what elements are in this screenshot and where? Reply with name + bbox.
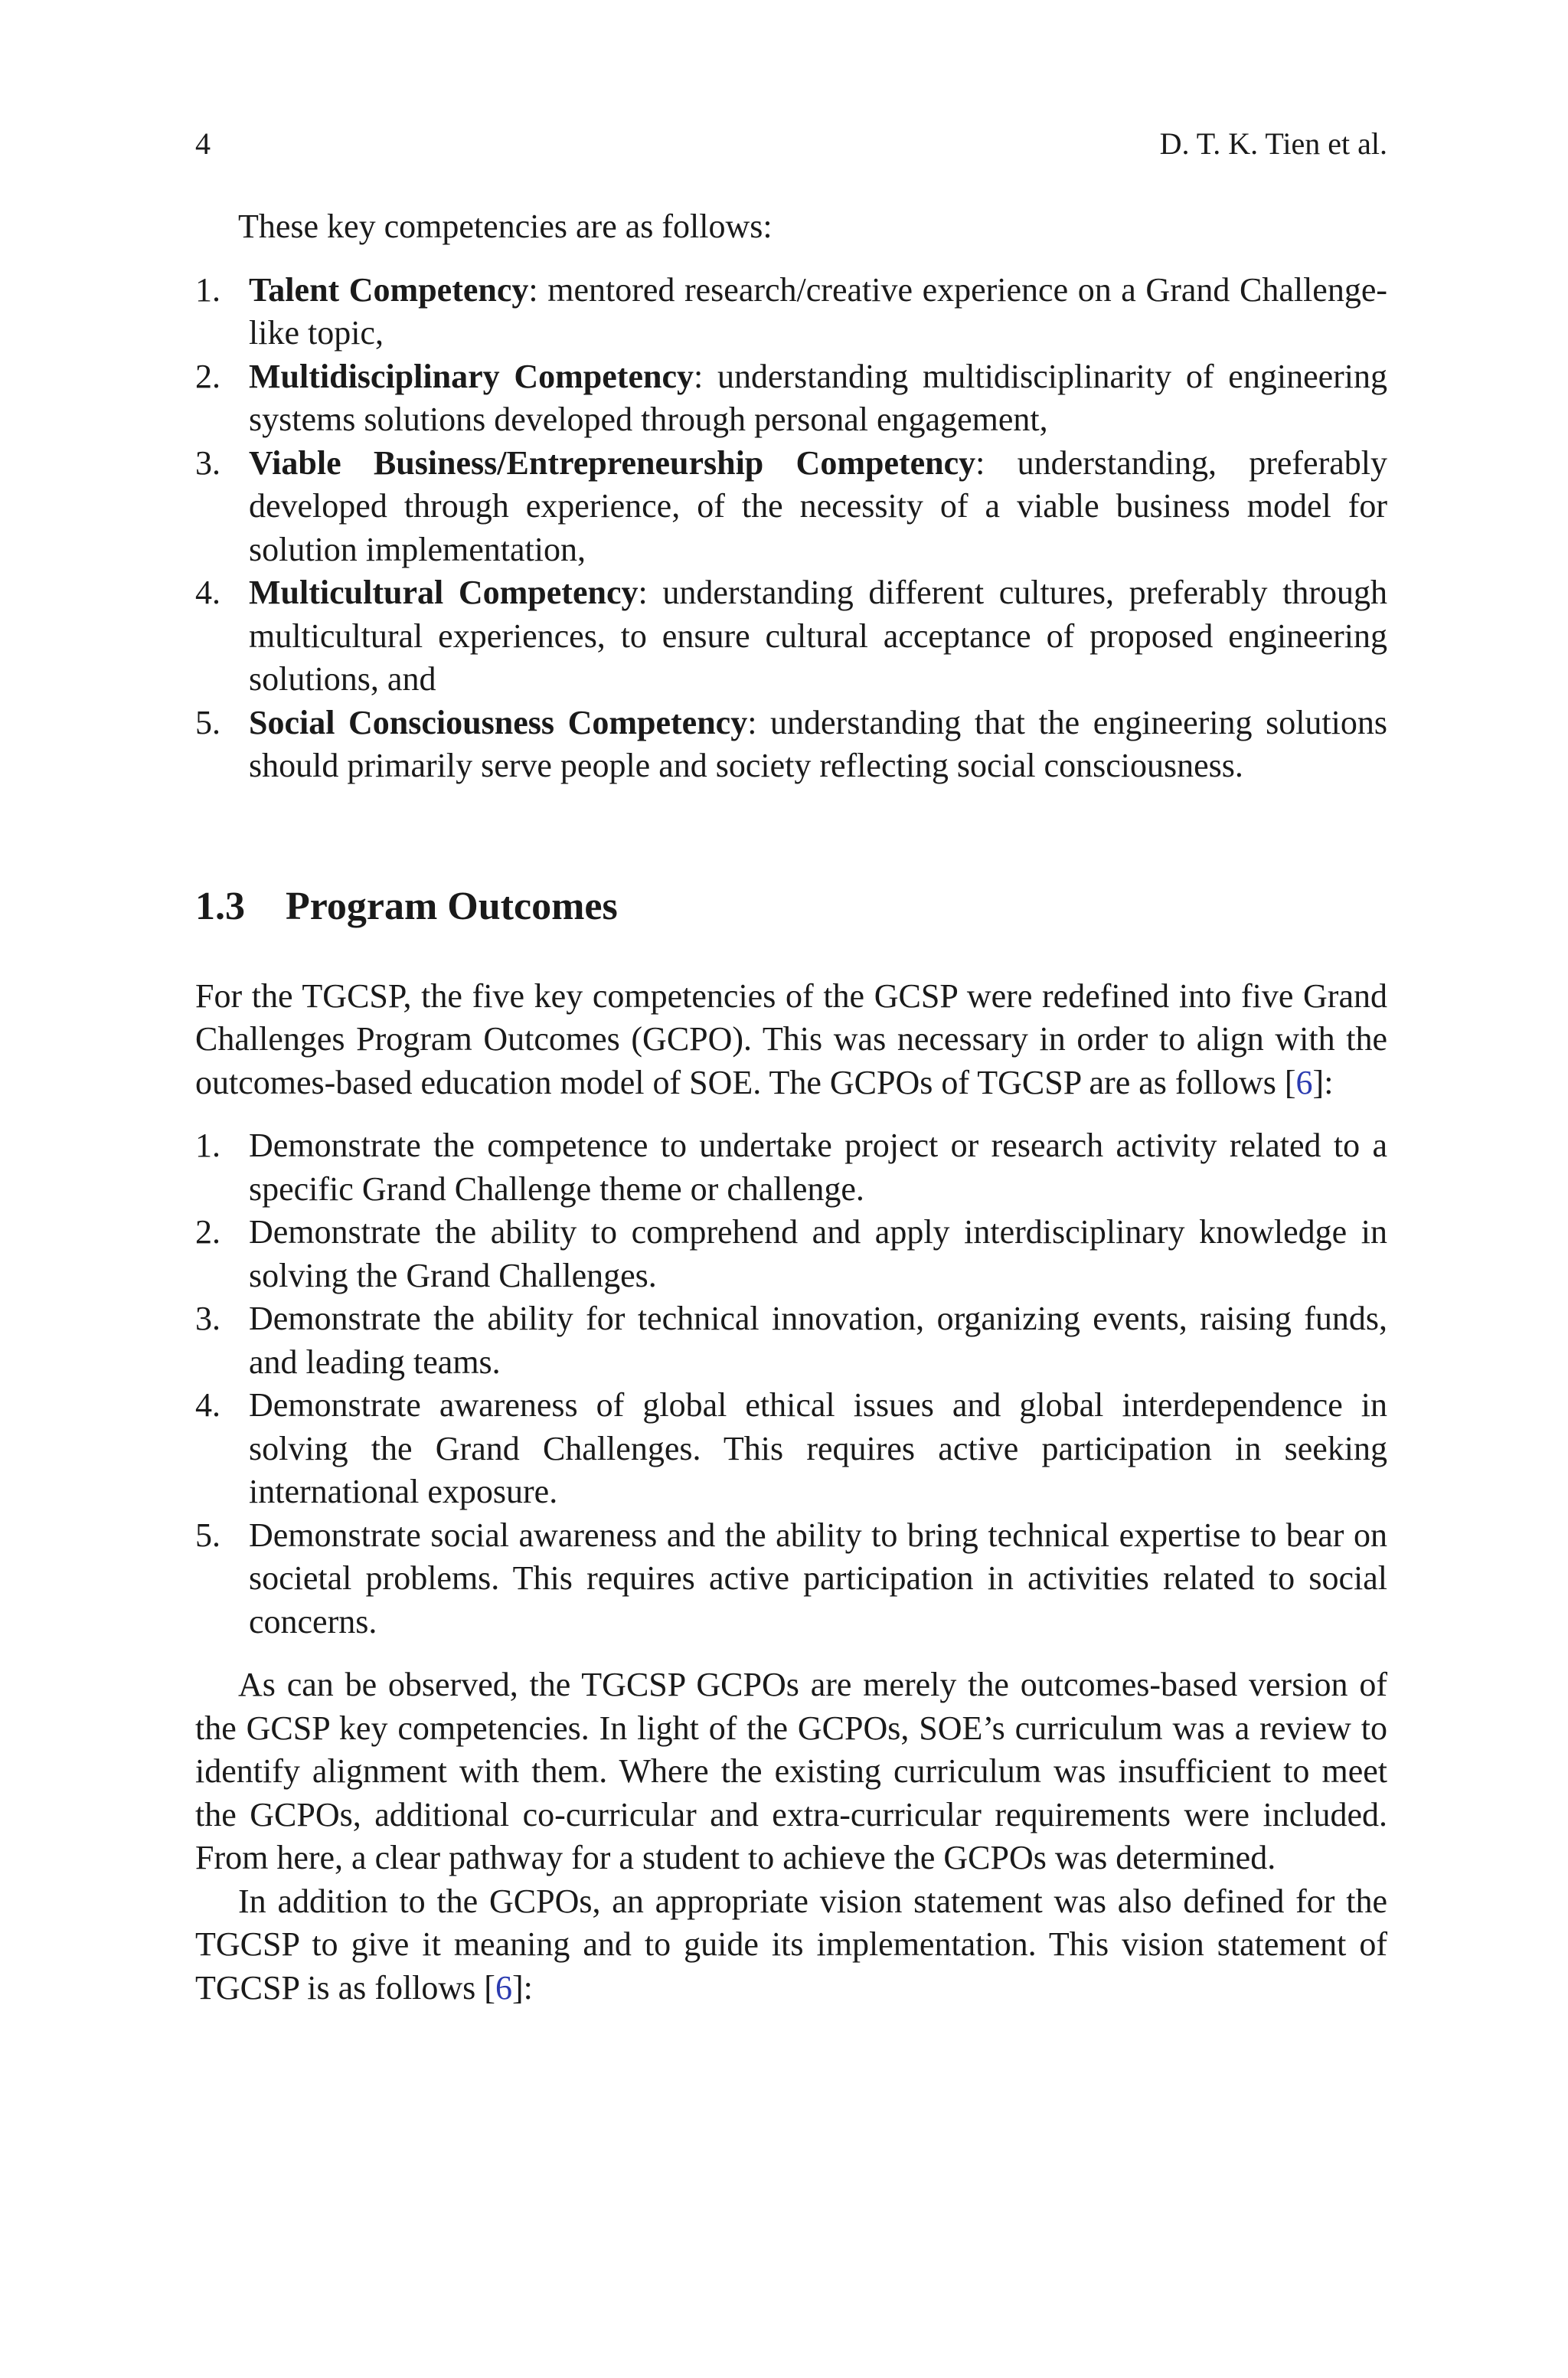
competency-term: Talent Competency xyxy=(249,270,529,309)
list-number: 1. xyxy=(195,1127,220,1164)
intro-paragraph: These key competencies are as follows: xyxy=(238,208,773,245)
page-number: 4 xyxy=(195,126,211,161)
competency-text: : understanding that the engineering solutions should primarily serve people and society reflecting social consciousness. xyxy=(249,703,1387,784)
observation-paragraph: As can be observed, the TGCSP GCPOs are merely the outcomes-based version of the GCSP key competencies. In light of the GCPOs, SOE’s curriculum was a review to identify alignment with them. Where the existing curriculum was insufficient to meet the GCPOs, additional co-curricular and extra-curricular requirements were included. From here, a clear pathway for a student to achieve the GCPOs was determined. xyxy=(195,1666,1387,1876)
outcome-item-5 xyxy=(195,1514,1387,1644)
competency-item-5 xyxy=(195,702,1387,788)
list-number: 1. xyxy=(195,270,220,309)
section-number: 1.3 xyxy=(195,884,245,928)
outcome-text: Demonstrate social awareness and the ability to bring technical expertise to bear on societal problems. This requires active participation in activities related to social concerns. xyxy=(249,1516,1387,1640)
competency-term: Multidisciplinary Competency xyxy=(249,357,694,395)
list-number: 4. xyxy=(195,574,220,611)
competency-text: : understanding different cultures, preferably through multicultural experiences, to ensure cultural acceptance of proposed engineering solutions, and xyxy=(249,574,1388,698)
list-number: 2. xyxy=(195,357,220,395)
outcome-list xyxy=(195,1124,1387,1644)
paragraph-end: ]: xyxy=(1312,1063,1334,1101)
competency-item-3 xyxy=(195,442,1387,572)
competency-item-2 xyxy=(195,355,1387,442)
list-number: 5. xyxy=(195,703,220,741)
competency-list xyxy=(195,269,1387,788)
running-header xyxy=(195,124,1387,164)
citation-link[interactable]: 6 xyxy=(495,1968,512,2007)
paragraph-text: In addition to the GCPOs, an appropriate vision statement was also defined for the TGCSP to give it meaning and to guide its implementation. This vision statement of TGCSP is as follows [ xyxy=(195,1882,1387,2007)
competency-term: Viable Business/Entrepreneurship Competency xyxy=(249,443,976,482)
competency-item-1 xyxy=(195,269,1387,355)
paragraph-end: ]: xyxy=(511,1968,533,2007)
list-number: 4. xyxy=(195,1386,220,1424)
outcome-text: Demonstrate awareness of global ethical issues and global interdependence in solving the Grand Challenges. This requires active participation in seeking international exposure. xyxy=(249,1386,1387,1510)
competency-term: Social Consciousness Competency xyxy=(249,703,748,741)
vision-paragraph xyxy=(195,1880,1387,2010)
paragraph-text: For the TGCSP, the five key competencies of the GCSP were redefined into five Grand Challenges Program Outcomes (GCPO). This was necessary in order to align with the outcomes-based education model of SOE. The GCPOs of TGCSP are as follows [ xyxy=(195,976,1387,1101)
outcome-text: Demonstrate the ability to comprehend and apply interdisciplinary knowledge in solving the Grand Challenges. xyxy=(249,1213,1387,1294)
outcome-text: Demonstrate the competence to undertake project or research activity related to a specific Grand Challenge theme or challenge. xyxy=(249,1127,1387,1208)
main-content xyxy=(195,205,1387,2010)
running-head-authors: D. T. K. Tien et al. xyxy=(1159,126,1387,161)
outcome-text: Demonstrate the ability for technical innovation, organizing events, raising funds, and leading teams. xyxy=(249,1300,1387,1381)
section-title: Program Outcomes xyxy=(286,884,618,928)
outcome-item-2 xyxy=(195,1211,1387,1297)
program-outcomes-paragraph xyxy=(195,975,1387,1105)
competency-text: : understanding multidisciplinarity of engineering systems solutions developed through personal engagement, xyxy=(249,357,1388,438)
list-number: 3. xyxy=(195,443,220,482)
competency-term: Multicultural Competency xyxy=(249,574,639,611)
list-number: 3. xyxy=(195,1300,220,1337)
section-heading xyxy=(195,880,1387,934)
competency-text: : mentored research/creative experience on a Grand Challenge-like topic, xyxy=(249,270,1388,352)
competency-item-4 xyxy=(195,571,1387,702)
list-number: 2. xyxy=(195,1213,220,1251)
outcome-item-1 xyxy=(195,1124,1387,1211)
citation-link[interactable]: 6 xyxy=(1295,1063,1313,1101)
outcome-item-4 xyxy=(195,1384,1387,1514)
list-number: 5. xyxy=(195,1516,220,1554)
competency-text: : understanding, preferably developed through experience, of the necessity of a viable business model for solution implementation, xyxy=(249,443,1387,568)
outcome-item-3 xyxy=(195,1297,1387,1384)
